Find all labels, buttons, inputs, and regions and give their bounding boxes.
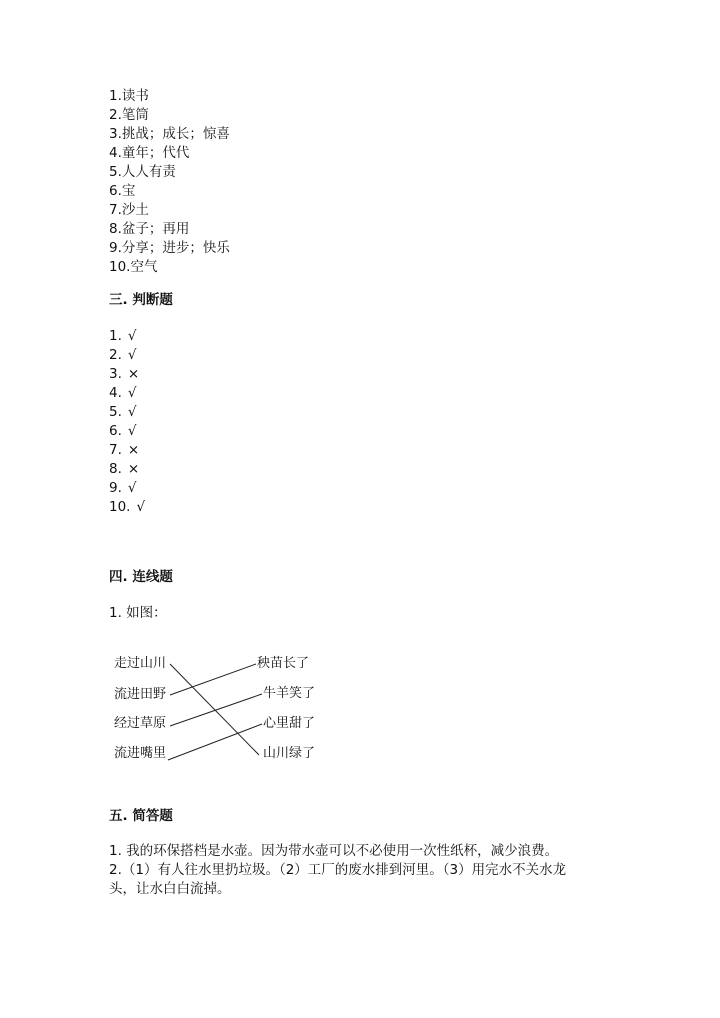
list-item: 10. √ <box>109 499 146 515</box>
list-item: 9. √ <box>109 480 137 496</box>
list-item: 1. √ <box>109 328 137 344</box>
list-item: 3. × <box>109 366 140 382</box>
connector-line <box>170 664 256 695</box>
short-answer-1: 1. 我的环保搭档是水壶。因为带水壶可以不必使用一次性纸杯，减少浪费。 <box>109 843 559 859</box>
right-item: 心里甜了 <box>263 716 316 731</box>
connector-line <box>170 664 259 755</box>
matching-item-label: 1. 如图： <box>109 605 167 621</box>
short-answer-2-continued: 头，让水白白流掉。 <box>109 881 231 897</box>
list-item: 2. √ <box>109 347 137 363</box>
list-item: 3.挑战；成长；惊喜 <box>109 126 230 142</box>
section-3-heading: 三. 判断题 <box>109 292 173 308</box>
list-item: 6.宝 <box>109 183 136 199</box>
list-item: 4. √ <box>109 385 137 401</box>
list-item: 7. × <box>109 442 140 458</box>
right-item: 秧苗长了 <box>257 656 310 671</box>
short-answer-2: 2.（1）有人往水里扔垃圾。（2）工厂的废水排到河里。（3）用完水不关水龙 <box>109 862 567 878</box>
connector-line <box>168 724 262 760</box>
list-item: 10.空气 <box>109 259 158 275</box>
list-item: 2.笔筒 <box>109 107 149 123</box>
list-item: 8.盆子；再用 <box>109 221 190 237</box>
section-4-heading: 四. 连线题 <box>109 569 173 585</box>
list-item: 6. √ <box>109 423 137 439</box>
right-item: 牛羊笑了 <box>263 686 316 701</box>
right-item: 山川绿了 <box>263 746 316 761</box>
list-item: 5.人人有责 <box>109 164 176 180</box>
left-item: 流进嘴里 <box>114 746 167 761</box>
left-item: 走过山川 <box>114 656 167 671</box>
section-5-heading: 五. 简答题 <box>109 808 173 824</box>
left-item: 流进田野 <box>114 687 167 702</box>
list-item: 5. √ <box>109 404 137 420</box>
list-item: 9.分享；进步；快乐 <box>109 240 230 256</box>
left-item: 经过草原 <box>114 716 167 731</box>
list-item: 7.沙土 <box>109 202 149 218</box>
connector-line <box>170 694 262 726</box>
list-item: 8. × <box>109 461 140 477</box>
list-item: 4.童年；代代 <box>109 145 190 161</box>
list-item: 1.读书 <box>109 88 149 104</box>
